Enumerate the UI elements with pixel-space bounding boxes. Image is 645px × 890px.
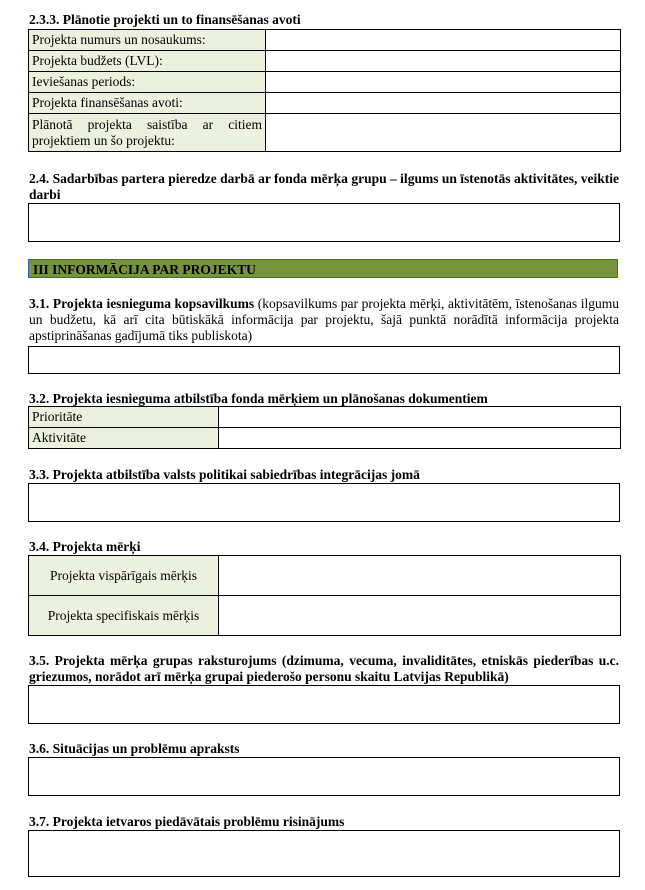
table-row [29,407,621,428]
heading-3-2: 3.2. Projekta iesnieguma atbilstība fonda mērķiem un plānošanas dokumentiem [29,391,488,406]
heading-3-1-description: (kopsavilkums par projekta mērķi, aktivitātēm, īstenošanas ilgumu un budžetu, kā arī cita būtiskākā informācija par projektu, šajā punktā norādītā informācija projekta apstiprināšanas gadījumā tiks publiskota) [29,296,619,343]
label-project-number: Projekta numurs un nosaukums: [29,30,266,51]
heading-3-1-bold: 3.1. Projekta iesnieguma kopsavilkums [29,296,255,311]
heading-2-3-3: 2.3.3. Plānotie projekti un to finansēšanas avoti [29,12,301,27]
table-row [29,428,621,449]
table-row [29,556,621,596]
input-problem-solution[interactable] [28,830,620,877]
input-project-summary[interactable] [28,346,620,374]
input-priority[interactable] [219,407,621,428]
label-project-relation: Plānotā projekta saistība ar citiem projektiem un šo projektu: [29,114,266,152]
label-priority: Prioritāte [29,407,219,428]
section-iii-banner: III INFORMĀCIJA PAR PROJEKTU [28,259,618,278]
input-project-relation[interactable] [266,114,621,152]
heading-3-5: 3.5. Projekta mērķa grupas raksturojums (dzimuma, vecuma, invaliditātes, etniskās piederības u.c. griezumos, norādot arī mērķa grupai piederošo personu skaitu Latvijas Republikā) [29,653,619,684]
input-general-goal[interactable] [219,556,621,596]
label-implementation-period: Ieviešanas periods: [29,72,266,93]
planned-projects-table [28,29,621,152]
input-policy-compliance[interactable] [28,483,620,522]
table-row [29,596,621,636]
fund-goals-table [28,406,621,449]
input-funding-sources[interactable] [266,93,621,114]
input-project-number[interactable] [266,30,621,51]
label-activity: Aktivitāte [29,428,219,449]
input-target-group[interactable] [28,685,620,724]
input-specific-goal[interactable] [219,596,621,636]
input-activity[interactable] [219,428,621,449]
table-row [29,72,621,93]
input-implementation-period[interactable] [266,72,621,93]
heading-2-4: 2.4. Sadarbības partera pieredze darbā ar fonda mērķa grupu – ilgums un īstenotās aktivitātes, veiktie darbi [29,171,619,202]
label-specific-goal: Projekta specifiskais mērķis [29,596,219,636]
heading-3-6: 3.6. Situācijas un problēmu apraksts [29,741,240,756]
heading-3-3: 3.3. Projekta atbilstība valsts politikai sabiedrības integrācijas jomā [29,467,420,482]
table-row [29,114,621,152]
heading-3-4: 3.4. Projekta mērķi [29,539,141,554]
heading-3-1 [29,296,619,344]
project-goals-table [28,555,621,636]
label-project-budget: Projekta budžets (LVL): [29,51,266,72]
input-situation-description[interactable] [28,757,620,796]
label-general-goal: Projekta vispārīgais mērķis [29,556,219,596]
table-row [29,93,621,114]
input-partner-experience[interactable] [28,203,620,242]
label-funding-sources: Projekta finansēšanas avoti: [29,93,266,114]
table-row [29,30,621,51]
input-project-budget[interactable] [266,51,621,72]
table-row [29,51,621,72]
heading-3-7: 3.7. Projekta ietvaros piedāvātais problēmu risinājums [29,814,345,829]
